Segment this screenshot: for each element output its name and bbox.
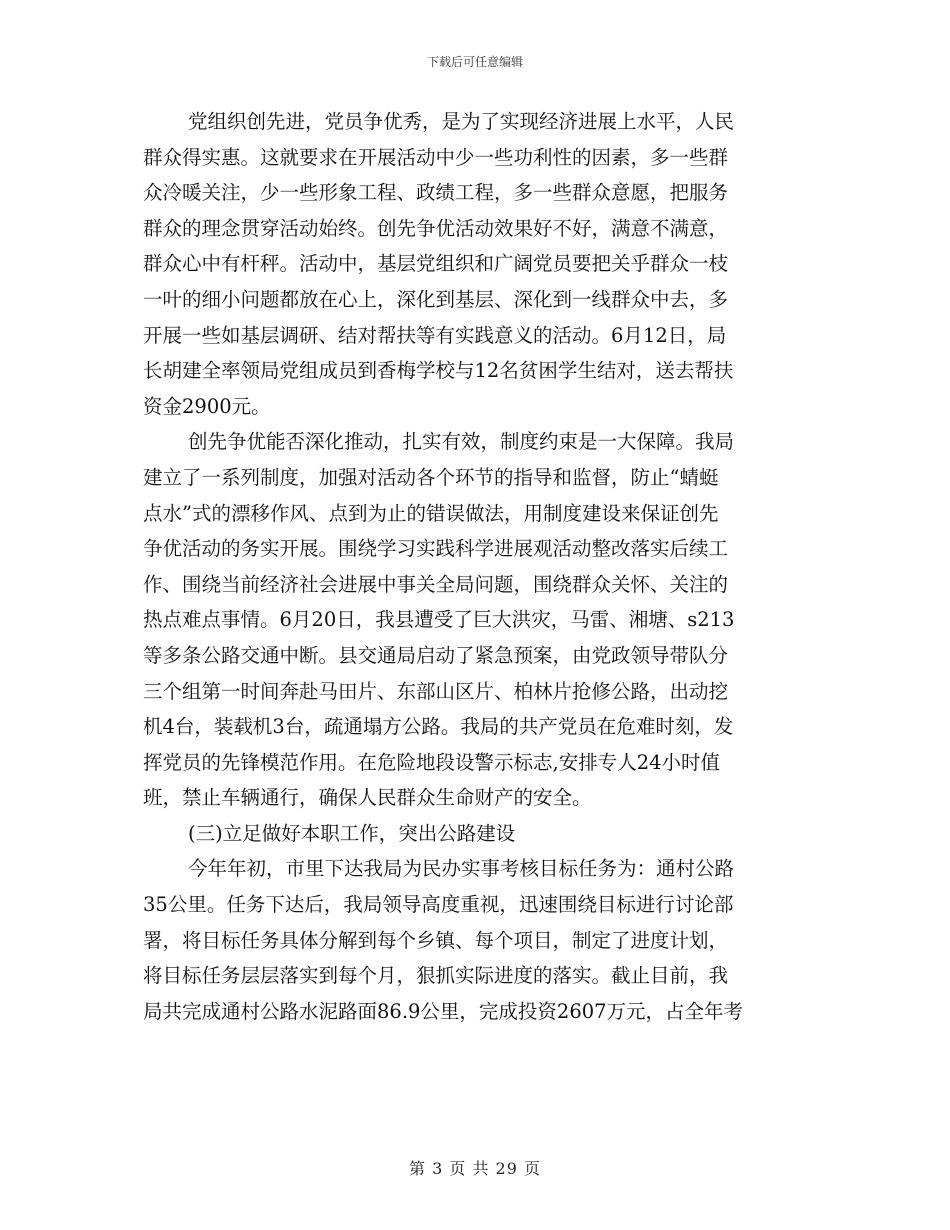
text-line: 点水”式的漂移作风、点到为止的错误做法，用制度建设来保证创先 [143, 501, 719, 525]
text-line: 群众得实惠。这就要求在开展活动中少一些功利性的因素，多一些群 [143, 145, 729, 169]
text-line: (三)立足做好本职工作，突出公路建设 [188, 821, 516, 845]
text-line: 将目标任务层层落实到每个月，狠抓实际进度的落实。截止目前，我 [143, 964, 729, 988]
page-header: 下载后可任意编辑 [426, 55, 523, 69]
text-line: 长胡建全率领局党组成员到香梅学校与12名贫困学生结对，送去帮扶 [143, 359, 734, 383]
text-line: 热点难点事情。6月20日，我县遭受了巨大洪灾，马雷、湘塘、s213 [143, 608, 735, 632]
body-text [143, 104, 813, 1029]
text-line: 等多条公路交通中断。县交通局启动了紧急预案，由党政领导带队分 [143, 643, 729, 667]
text-line: 资金2900元。 [143, 394, 271, 418]
text-line: 今年年初，市里下达我局为民办实事考核目标任务为：通村公路 [188, 857, 735, 881]
text-line: 班，禁止车辆通行，确保人民群众生命财产的安全。 [143, 786, 592, 810]
text-line: 群众的理念贯穿活动始终。创先争优活动效果好不好，满意不满意， [143, 216, 729, 240]
text-line: 署，将目标任务具体分解到每个乡镇、每个项目，制定了进度计划， [143, 928, 729, 952]
text-line: 三个组第一时间奔赴马田片、东部山区片、柏林片抢修公路，出动挖 [143, 679, 729, 703]
text-line: 开展一些如基层调研、结对帮扶等有实践意义的活动。6月12日，局 [143, 323, 727, 347]
text-line: 群众心中有杆秤。活动中，基层党组织和广阔党员要把关乎群众一枝 [143, 252, 729, 276]
page-footer: 第 3 页 共 29 页 [409, 1159, 541, 1178]
text-line: 建立了一系列制度，加强对活动各个环节的指导和监督，防止“蜻蜓 [143, 465, 719, 489]
text-line: 35公里。任务下达后，我局领导高度重视，迅速围绕目标进行讨论部 [143, 893, 734, 917]
text-line: 创先争优能否深化推动，扎实有效，制度约束是一大保障。我局 [188, 430, 735, 454]
text-line: 众冷暖关注，少一些形象工程、政绩工程，多一些群众意愿，把服务 [143, 181, 729, 205]
text-line: 挥党员的先锋模范作用。在危险地段设警示标志,安排专人24小时值 [143, 750, 721, 774]
text-line: 一叶的细小问题都放在心上，深化到基层、深化到一线群众中去，多 [143, 287, 729, 311]
text-line: 作、围绕当前经济社会进展中事关全局问题，围绕群众关怀、关注的 [143, 572, 729, 596]
text-line: 机4台，装载机3台，疏通塌方公路。我局的共产党员在危难时刻，发 [143, 715, 734, 739]
text-line: 党组织创先进，党员争优秀，是为了实现经济进展上水平，人民 [188, 110, 735, 133]
text-line: 争优活动的务实开展。围绕学习实践科学进展观活动整改落实后续工 [143, 537, 729, 561]
text-line: 局共完成通村公路水泥路面86.9公里，完成投资2607万元，占全年考 [143, 999, 744, 1023]
